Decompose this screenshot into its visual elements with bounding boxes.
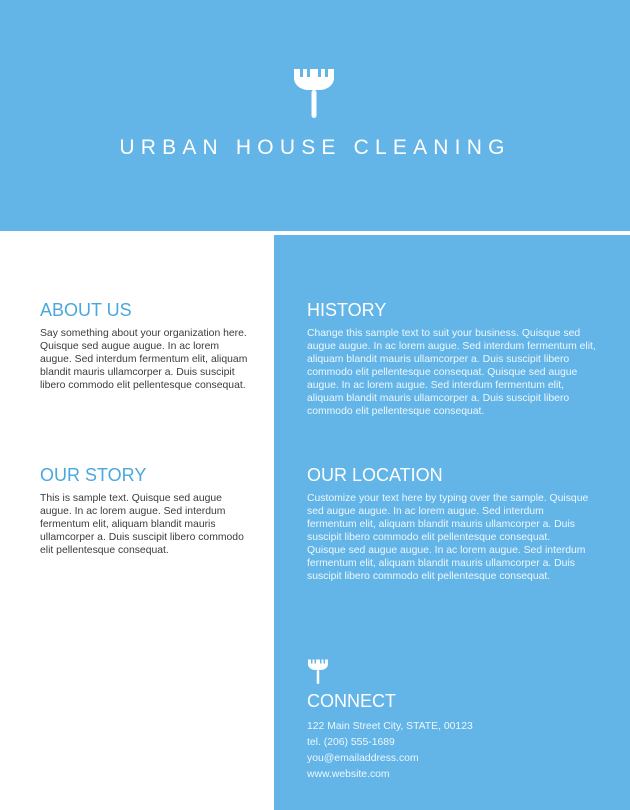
about-us-body: Say something about your organization here. Quisque sed augue augue. In ac lorem augue. Sed interdum fermentum elit, aliquam blandit mauris ullamcorper a. Duis suscipit libero commodo elit pellentesque consequat. <box>40 328 248 391</box>
broom-icon <box>292 66 336 120</box>
our-story-body: This is sample text. Quisque sed augue augue. In ac lorem augue. Sed interdum fermentum elit, aliquam blandit mauris ullamcorper a. Duis suscipit libero commodo elit pellentesque consequat. <box>40 493 244 556</box>
our-location-section <box>307 464 589 583</box>
our-location-body: Customize your text here by typing over the sample. Quisque sed augue augue. In ac lorem augue. Sed interdum fermentum elit, aliquam blandit mauris ullamcorper a. Duis suscipit libero commodo elit pellentesque consequat. Quisque sed augue augue. In ac lorem augue. Sed interdum fermentum elit, aliquam blandit mauris ullamcorper a. Duis suscipit libero commodo elit pellentesque consequat. <box>307 493 589 582</box>
our-story-section <box>40 464 250 557</box>
contact-website[interactable]: www.website.com <box>307 769 390 780</box>
contact-info <box>307 719 473 783</box>
history-heading: HISTORY <box>307 300 387 320</box>
page-title: URBAN HOUSE CLEANING <box>119 136 511 159</box>
our-story-heading: OUR STORY <box>40 465 147 485</box>
header-banner <box>0 0 630 231</box>
history-section <box>307 299 597 418</box>
broom-icon <box>307 657 329 686</box>
our-location-heading: OUR LOCATION <box>307 465 443 485</box>
contact-address: 122 Main Street City, STATE, 00123 <box>307 721 473 732</box>
about-us-section <box>40 299 250 392</box>
about-us-heading: ABOUT US <box>40 300 132 320</box>
connect-heading: CONNECT <box>307 691 396 711</box>
contact-email[interactable]: you@emailaddress.com <box>307 753 419 764</box>
contact-phone[interactable]: tel. (206) 555-1689 <box>307 737 395 748</box>
history-body: Change this sample text to suit your business. Quisque sed augue augue. In ac lorem augue. Sed interdum fermentum elit, aliquam blandit mauris ullamcorper a. Duis suscipit libero commodo elit pellentesque consequat. Quisque sed augue augue. In ac lorem augue. Sed interdum fermentum elit, aliquam blandit mauris ullamcorper a. Duis suscipit libero commodo elit pellentesque consequat. <box>307 328 596 417</box>
